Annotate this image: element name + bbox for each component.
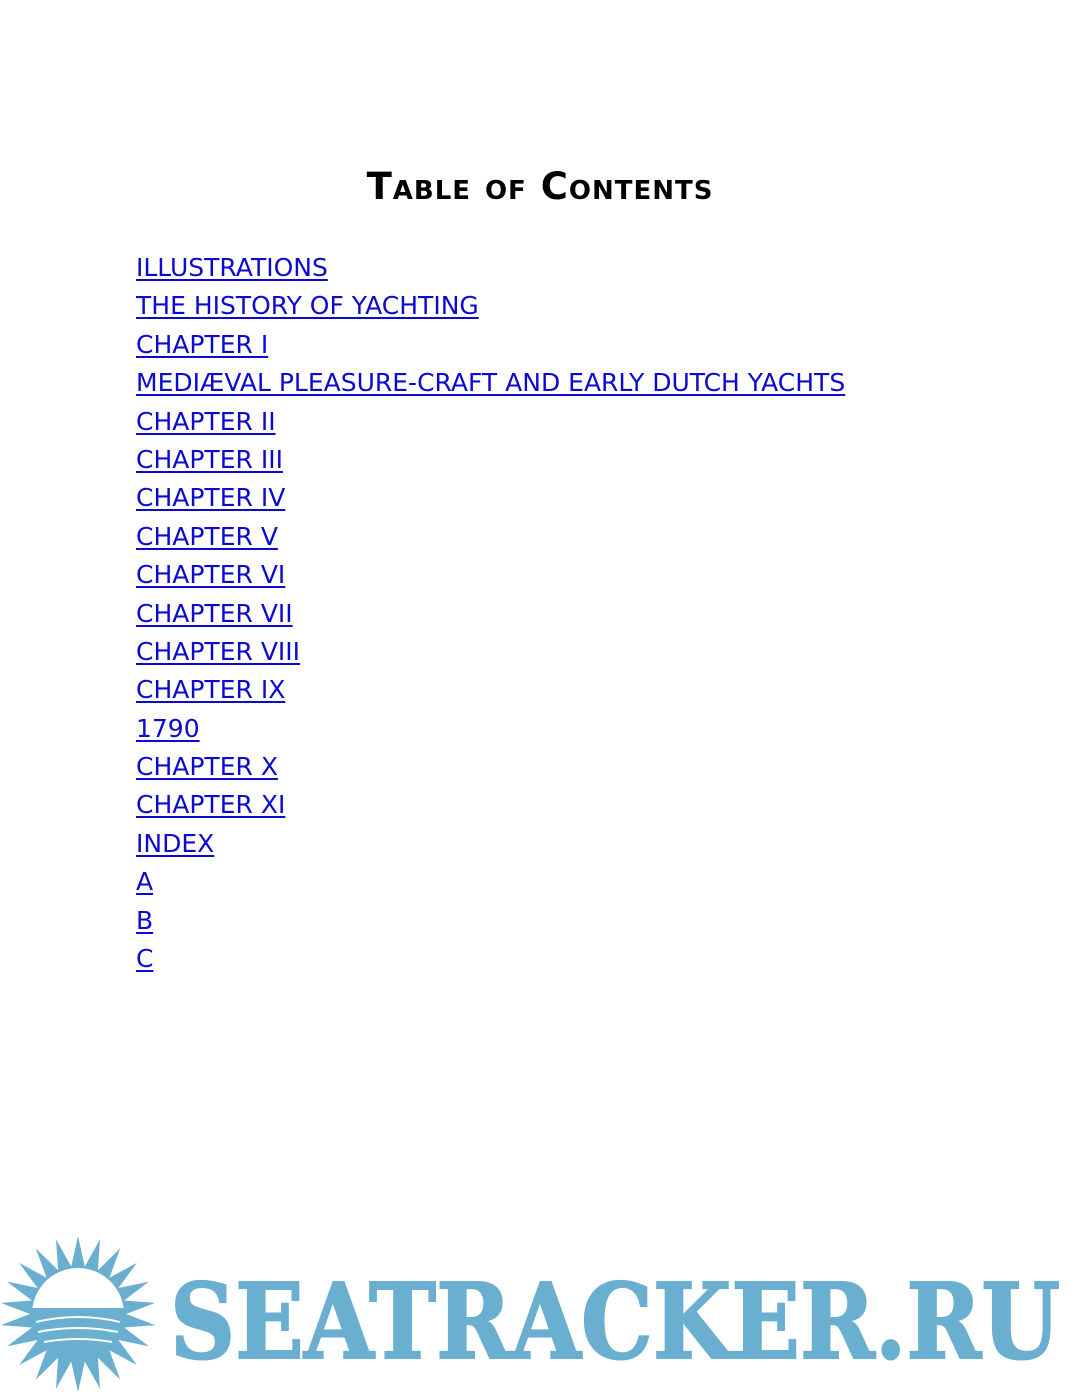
toc-link-mediaeval-pleasure-craft[interactable]: MEDIÆVAL PLEASURE-CRAFT AND EARLY DUTCH YACHTS <box>136 368 846 398</box>
toc-link-index-c[interactable]: C <box>136 944 154 974</box>
toc-item <box>136 902 845 940</box>
toc-item <box>136 863 845 901</box>
toc-item <box>136 748 845 786</box>
toc-list <box>136 249 845 978</box>
toc-item <box>136 556 845 594</box>
toc-link-chapter-10[interactable]: CHAPTER X <box>136 752 278 782</box>
watermark-text: SEATRACKER.RU <box>170 1260 1060 1383</box>
toc-link-index-b[interactable]: B <box>136 905 154 935</box>
toc-link-chapter-4[interactable]: CHAPTER IV <box>136 483 286 513</box>
sun-over-sea-icon <box>1 1236 155 1392</box>
toc-link-chapter-11[interactable]: CHAPTER XI <box>136 790 286 820</box>
toc-link-index[interactable]: INDEX <box>136 828 215 858</box>
toc-link-chapter-3[interactable]: CHAPTER III <box>136 444 283 474</box>
toc-link-chapter-1[interactable]: CHAPTER I <box>136 329 269 359</box>
toc-item <box>136 710 845 748</box>
toc-link-chapter-7[interactable]: CHAPTER VII <box>136 598 293 628</box>
toc-link-chapter-5[interactable]: CHAPTER V <box>136 521 278 551</box>
toc-link-chapter-8[interactable]: CHAPTER VIII <box>136 636 301 666</box>
toc-item <box>136 249 845 287</box>
toc-item <box>136 786 845 824</box>
toc-item <box>136 364 845 402</box>
toc-link-chapter-2[interactable]: CHAPTER II <box>136 406 276 436</box>
toc-item <box>136 287 845 325</box>
toc-item <box>136 403 845 441</box>
watermark-logo <box>0 1232 1080 1397</box>
toc-link-chapter-6[interactable]: CHAPTER VI <box>136 560 286 590</box>
toc-link-1790[interactable]: 1790 <box>136 713 200 743</box>
toc-item <box>136 595 845 633</box>
toc-item <box>136 825 845 863</box>
toc-item <box>136 633 845 671</box>
toc-item <box>136 326 845 364</box>
toc-link-history-of-yachting[interactable]: THE HISTORY OF YACHTING <box>136 291 479 321</box>
toc-item <box>136 518 845 556</box>
toc-item <box>136 940 845 978</box>
toc-link-chapter-9[interactable]: CHAPTER IX <box>136 675 286 705</box>
toc-item <box>136 479 845 517</box>
toc-item <box>136 441 845 479</box>
toc-item <box>136 671 845 709</box>
page-title: Table of Contents <box>366 165 714 208</box>
toc-link-illustrations[interactable]: ILLUSTRATIONS <box>136 253 328 282</box>
toc-link-index-a[interactable]: A <box>136 867 154 897</box>
